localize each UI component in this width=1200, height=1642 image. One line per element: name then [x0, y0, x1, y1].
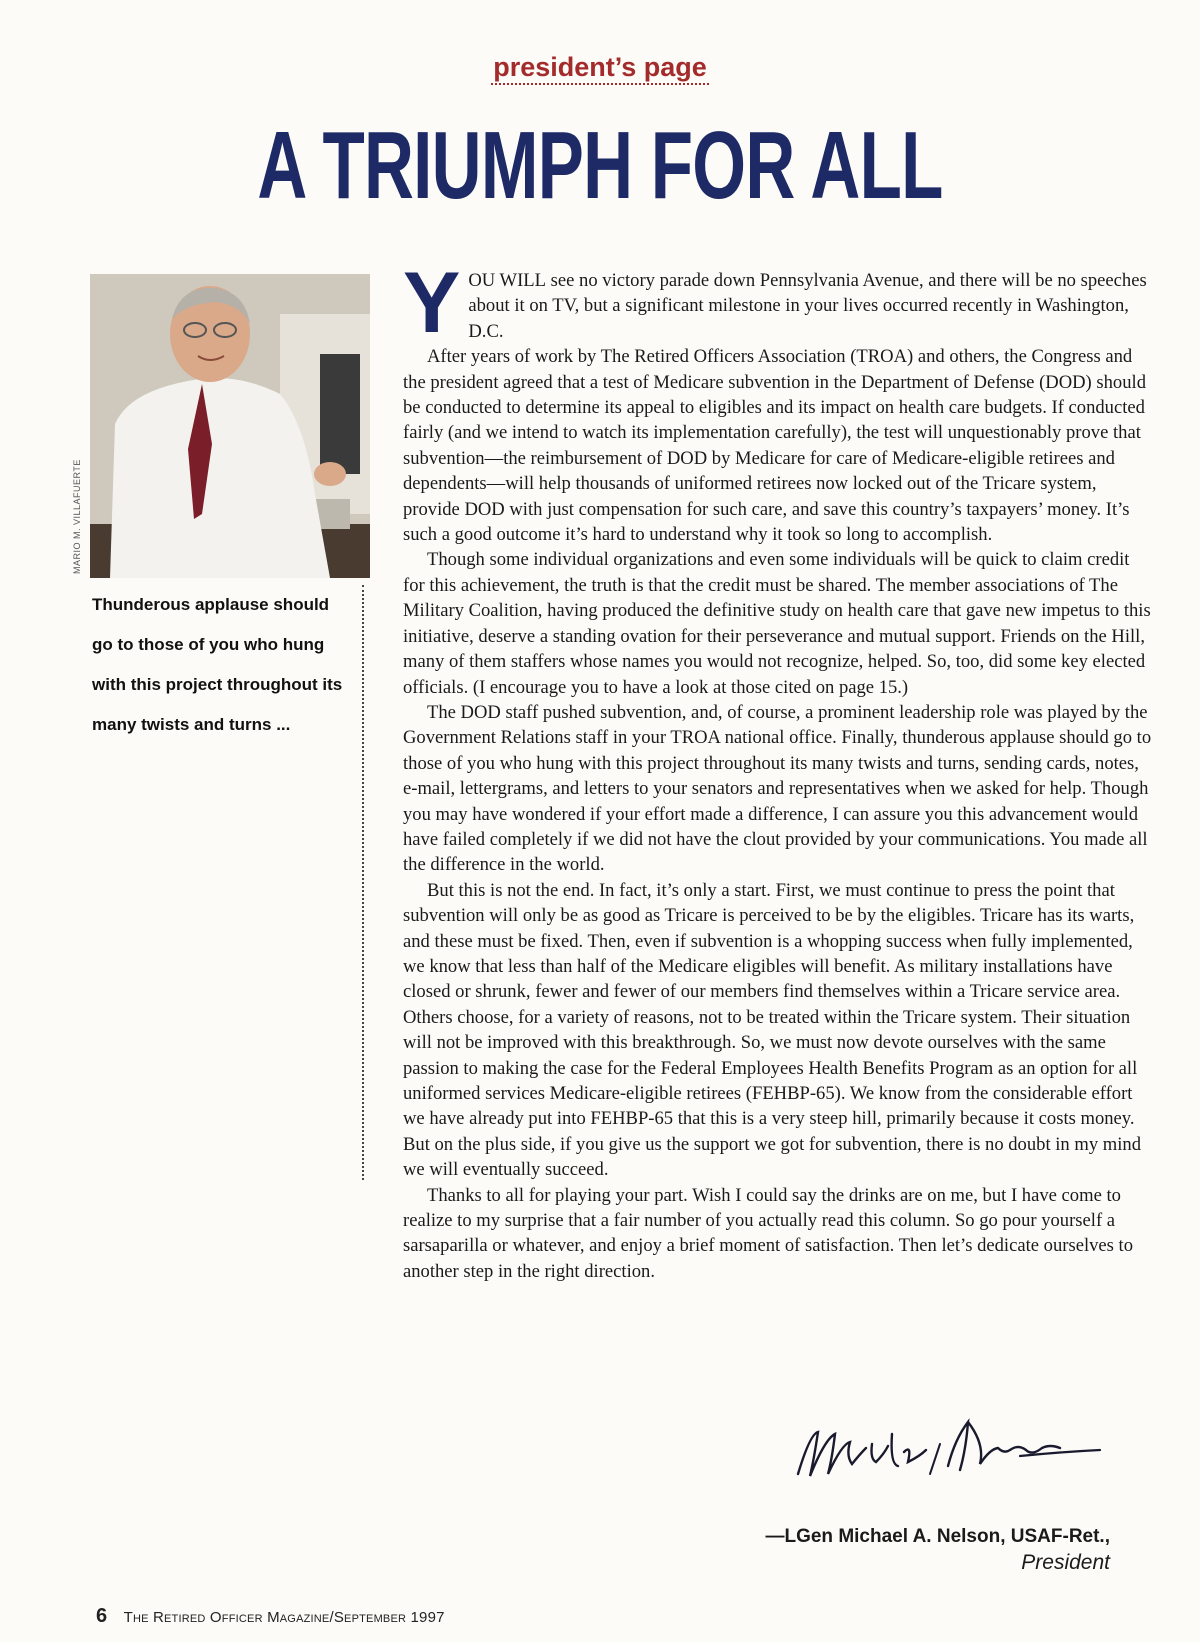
pull-quote: Thunderous applause should go to those of you who hung with this project throughout its many twists and turns ... [92, 585, 364, 1180]
article-paragraph: The DOD staff pushed subvention, and, of course, a prominent leadership role was played by the Government Relations staff in your TROA national office. Finally, thunderous applause should go to those of you who hung with this project throughout its many twists and turns, sending cards, notes, e-mail, lettergrams, and letters to your senators and representatives when we asked for help. Though you may have wondered if your effort made a difference, I can assure you this advancement would have failed completely if we did not have the clout provided by your communications. You made all the difference in the world. [403, 701, 1152, 876]
page-title: A TRIUMPH FOR ALL [257, 112, 943, 219]
publication-info: The Retired Officer Magazine/September 1997 [123, 1609, 445, 1626]
page-number: 6 [96, 1605, 108, 1627]
article-paragraph [403, 255, 1153, 351]
author-name: —LGen Michael A. Nelson, USAF-Ret., [765, 1526, 1110, 1547]
author-title: President [1021, 1551, 1110, 1574]
signature-image [780, 1404, 1110, 1504]
paragraph-text: see no victory parade down Pennsylvania Avenue, and there will be no speeches about it on TV, but a significant milestone in your lives occurred recently in Washington, D.C. [468, 270, 1147, 342]
author-photo-image [90, 274, 370, 578]
section-label [0, 52, 1200, 83]
signature [780, 1404, 1110, 1504]
article-paragraph: But this is not the end. In fact, it’s only a start. First, we must continue to press the point that subvention will only be as good as Tricare is perceived to be by the eligibles. Tricare has its warts, and these must be fixed. Then, even if subvention is a whopping success when fully implemented, we know that less than half of the Medicare eligibles will benefit. As military installations have closed or shrunk, fewer and fewer of our members find themselves within a Tricare service area. Others choose, for a variety of reasons, not to be treated within the Tricare system. Their situation will not be improved with this breakthrough. So, we must now devote ourselves with the same passion to making the case for the Federal Employees Health Benefits Program as an option for all uniformed services Medicare-eligible retirees (FEHBP-65). We know from the considerable effort we have already put into FEHBP-65 that this is a very steep hill, primarily because it costs money. But on the plus side, if you give us the support we got for subvention, there is no doubt in my mind we will eventually succeed. [403, 879, 1142, 1181]
article-paragraph: Thanks to all for playing your part. Wish I could say the drinks are on me, but I have come to realize to my surprise that a fair number of you actually read this column. So go pour yourself a sarsaparilla or whatever, and enjoy a brief moment of satisfaction. Then let’s dedicate ourselves to another step in the right direction. [403, 1184, 1134, 1282]
byline [680, 1526, 1110, 1575]
section-label-text: president’s page [491, 52, 709, 85]
article-body [403, 255, 1153, 1284]
author-photo [90, 274, 370, 578]
article-paragraph: Though some individual organizations and even some individuals will be quick to claim credit for this achievement, the truth is that the credit must be shared. The member associations of The Military Coalition, having produced the definitive study on health care that gave new impetus to this initiative, deserve a standing ovation for their perseverance and mutual support. Friends on the Hill, many of them staffers whose names you would not recognize, helped. So, too, did some key elected officials. (I encourage you to have a look at those cited on page 15.) [403, 549, 1151, 698]
page-footer [96, 1605, 445, 1628]
photo-credit: MARIO M. VILLAFUERTE [72, 459, 82, 574]
lead-in: OU WILL [468, 270, 547, 291]
drop-cap: Y [403, 255, 461, 351]
article-paragraph: After years of work by The Retired Officers Association (TROA) and others, the Congress and the president agreed that a test of Medicare subvention in the Department of Defense (DOD) should be conducted to determine its appeal to eligibles and its impact on health care budgets. If conducted fairly (and we intend to watch its implementation carefully), the test will unquestionably prove that subvention—the reimbursement of DOD by Medicare for care of Medicare-eligible retirees and dependents—will help thousands of uniformed retirees now locked out of the Tricare system, provide DOD with just compensation for such care, and save this country’s taxpayers’ money. It’s such a good outcome it’s hard to understand why it took so long to accomplish. [403, 346, 1146, 546]
